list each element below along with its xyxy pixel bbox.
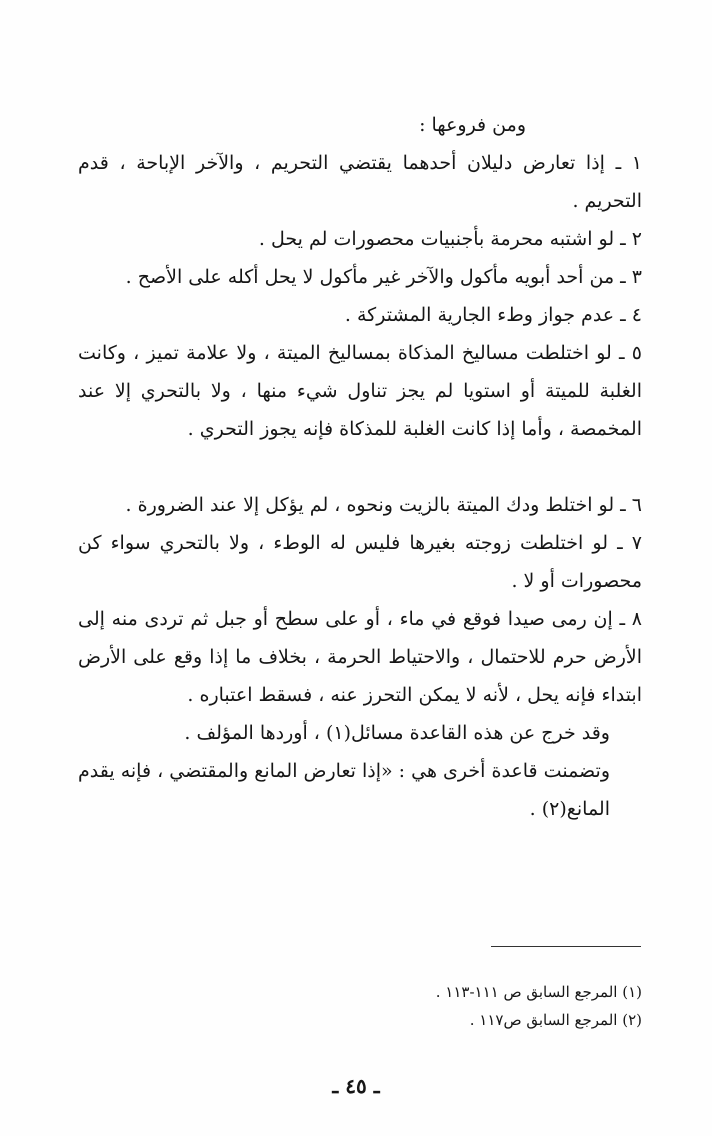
section-intro: ومن فروعها :	[419, 114, 526, 136]
page-number: ـ ٤٥ ـ	[332, 1074, 380, 1098]
contained-rule: وتضمنت قاعدة أخرى هي : «إذا تعارض المانع والمقتضي ، فإنه يقدم المانع(٢) .	[78, 760, 610, 820]
list-item: ٥ ـ لو اختلطت مساليخ المذكاة بمساليخ الميتة ، ولا علامة تميز ، وكانت الغلبة للميتة أو استويا لم يجز تناول شيء منها ، ولا بالتحري إلا عند المخمصة ، وأما إذا كانت الغلبة للمذكاة فإنه يجوز التحري .	[78, 342, 642, 440]
list-item: ٢ ـ لو اشتبه محرمة بأجنبيات محصورات لم يحل .	[258, 228, 642, 250]
paragraph-gap	[78, 448, 642, 486]
list-item: ٣ ـ من أحد أبويه مأكول والآخر غير مأكول لا يحل أكله على الأصح .	[125, 266, 642, 288]
exception-note: وقد خرج عن هذه القاعدة مسائل(١) ، أوردها المؤلف .	[184, 722, 610, 744]
footnote-item: (٢) المرجع السابق ص١١٧ .	[469, 1011, 642, 1029]
footnote-item: (١) المرجع السابق ص ١١١-١١٣ .	[435, 983, 642, 1001]
list-item: ٨ ـ إن رمى صيدا فوقع في ماء ، أو على سطح أو جبل ثم تردى منه إلى الأرض حرم للاحتمال ، والاحتياط الحرمة ، بخلاف ما إذا وقع على الأرض ابتداء فإنه يحل ، لأنه لا يمكن التحرز عنه ، فسقط اعتباره .	[78, 608, 642, 706]
list-item: ٧ ـ لو اختلطت زوجته بغيرها فليس له الوطء ، ولا بالتحري سواء كن محصورات أو لا .	[78, 532, 642, 592]
list-item: ٤ ـ عدم جواز وطء الجارية المشتركة .	[344, 304, 642, 326]
body-text	[78, 106, 642, 828]
list-item: ١ ـ إذا تعارض دليلان أحدهما يقتضي التحريم ، والآخر الإباحة ، قدم التحريم .	[78, 152, 642, 212]
footnote-divider	[491, 946, 641, 947]
footnotes	[262, 978, 642, 1034]
list-item: ٦ ـ لو اختلط ودك الميتة بالزيت ونحوه ، لم يؤكل إلا عند الضرورة .	[125, 494, 642, 516]
